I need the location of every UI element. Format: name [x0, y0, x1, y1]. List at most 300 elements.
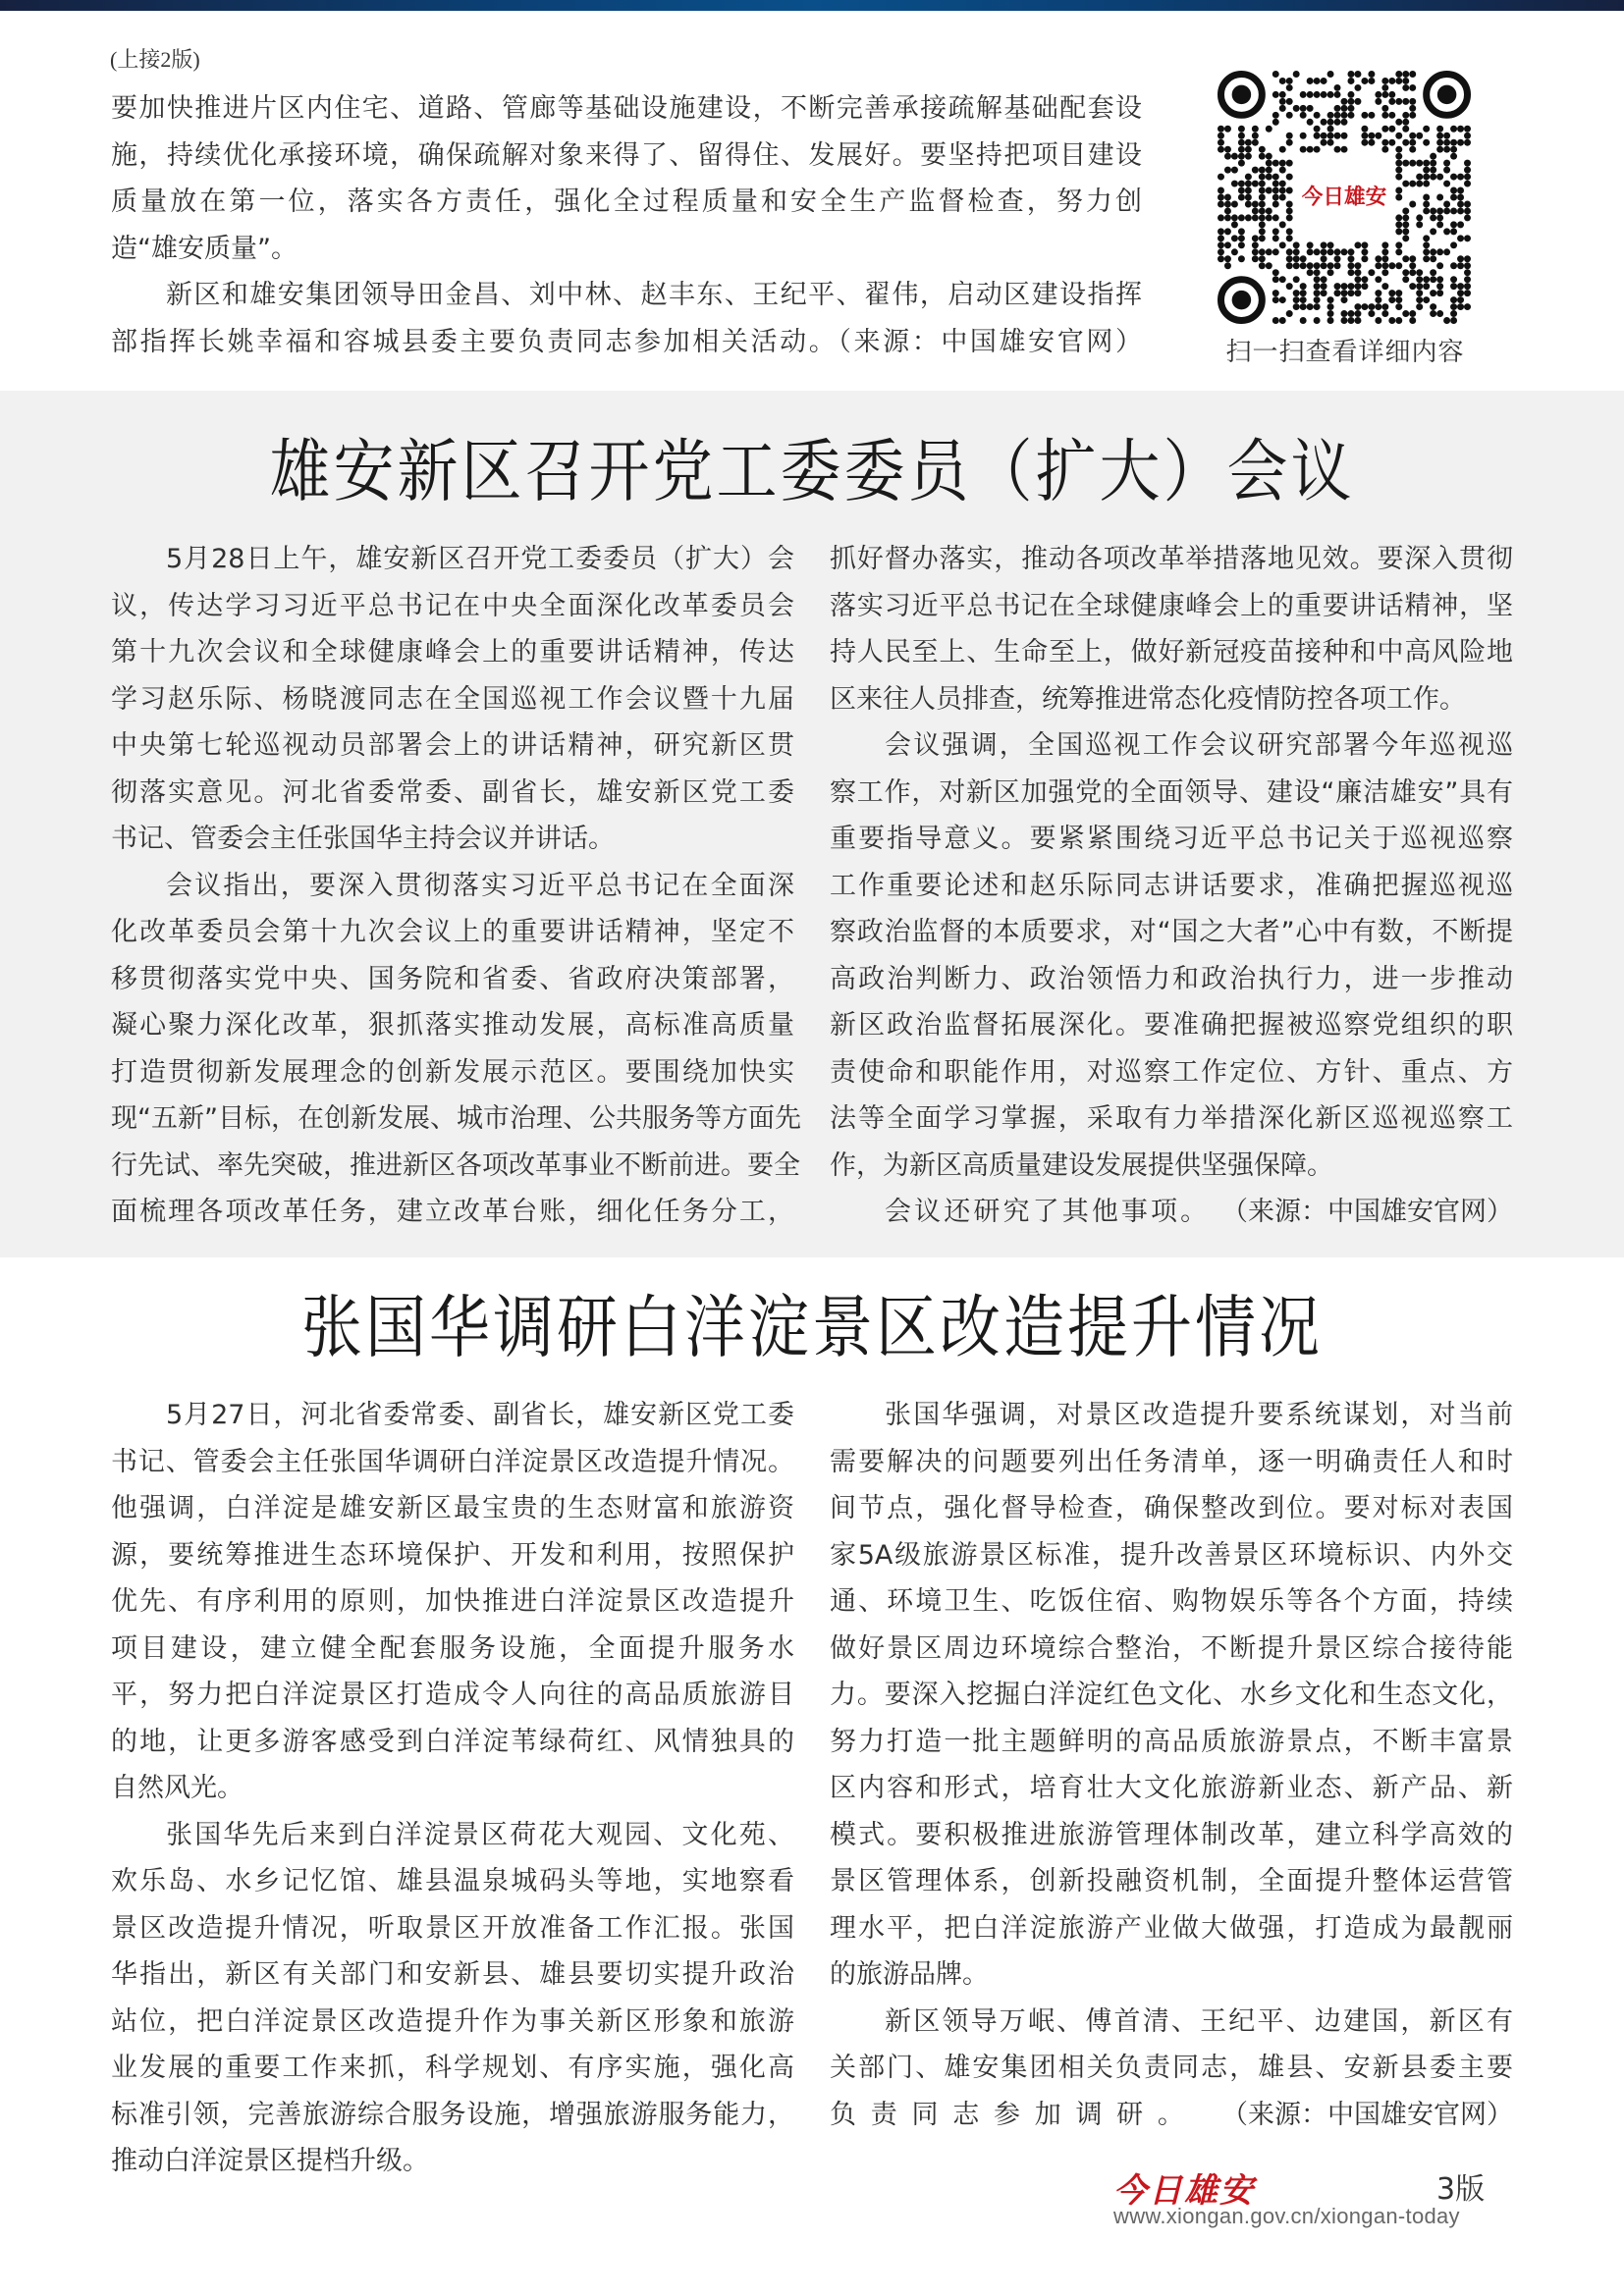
qr-module: [1341, 310, 1348, 317]
qr-module: [1347, 283, 1354, 290]
qr-module: [1307, 105, 1314, 112]
article-2-closing-line: [830, 1189, 1513, 1236]
qr-module: [1224, 200, 1231, 207]
qr-module: [1279, 276, 1286, 283]
qr-module: [1272, 269, 1279, 276]
qr-module: [1272, 187, 1279, 194]
article-1-line: 造“雄安质量”。: [111, 233, 298, 264]
qr-module: [1252, 248, 1259, 255]
qr-module: [1457, 174, 1464, 181]
qr-module: [1450, 221, 1457, 228]
qr-module: [1314, 112, 1321, 119]
article-2-right-column: [830, 536, 1513, 1236]
qr-module: [1314, 78, 1321, 84]
qr-module: [1354, 98, 1361, 105]
qr-module: [1327, 112, 1334, 119]
article-3-line: 理水平，把白洋淀旅游产业做大做强，打造成为最靓丽: [830, 1912, 1513, 1944]
article-3-line: 自然风光。: [111, 1773, 244, 1803]
qr-module: [1218, 235, 1224, 241]
qr-module: [1231, 221, 1238, 228]
qr-module: [1238, 228, 1245, 235]
qr-module: [1259, 248, 1266, 255]
qr-module: [1252, 241, 1259, 248]
qr-module: [1238, 139, 1245, 146]
article-3-line: 推动白洋淀景区提档升级。: [111, 2146, 429, 2176]
qr-module: [1245, 153, 1252, 160]
article-3-line: 通、环境卫生、吃饭住宿、购物娱乐等各个方面，持续: [830, 1586, 1513, 1617]
qr-module: [1245, 139, 1252, 146]
qr-module: [1388, 290, 1395, 296]
qr-module: [1381, 303, 1388, 310]
qr-module: [1259, 146, 1266, 153]
qr-module: [1314, 276, 1321, 283]
qr-module: [1279, 160, 1286, 167]
qr-module: [1321, 133, 1327, 139]
qr-module: [1395, 214, 1402, 221]
qr-module: [1416, 160, 1423, 167]
qr-module: [1252, 126, 1259, 133]
article-3-line: 景区改造提升情况，听取景区开放准备工作汇报。张国: [111, 1912, 794, 1944]
qr-module: [1334, 255, 1341, 262]
qr-module: [1279, 146, 1286, 153]
qr-module: [1279, 98, 1286, 105]
qr-module: [1368, 139, 1375, 146]
qr-module: [1450, 207, 1457, 214]
qr-module: [1450, 262, 1457, 269]
qr-module: [1457, 221, 1464, 228]
qr-module: [1402, 207, 1409, 214]
article-2-line: 责使命和职能作用，对巡察工作定位、方针、重点、方: [830, 1056, 1513, 1088]
qr-module: [1450, 296, 1457, 303]
qr-module: [1238, 133, 1245, 139]
qr-module: [1279, 187, 1286, 194]
qr-module: [1416, 214, 1423, 221]
qr-module: [1300, 255, 1307, 262]
qr-module: [1450, 241, 1457, 248]
qr-module: [1395, 146, 1402, 153]
qr-module: [1327, 126, 1334, 133]
qr-module: [1464, 160, 1471, 167]
article-3-line: 项目建设，建立健全配套服务设施，全面提升服务水: [111, 1632, 794, 1664]
qr-module: [1402, 126, 1409, 133]
qr-module: [1266, 262, 1272, 269]
qr-module: [1245, 194, 1252, 201]
qr-module: [1252, 207, 1259, 214]
article-3-line: 优先、有序利用的原则，加快推进白洋淀景区改造提升: [111, 1586, 794, 1617]
qr-module: [1300, 112, 1307, 119]
qr-module: [1443, 200, 1450, 207]
qr-module: [1347, 78, 1354, 84]
qr-module: [1286, 139, 1293, 146]
article-1-line: 要加快推进片区内住宅、道路、管廊等基础设施建设，不断完善承接疏解基础配套设: [111, 93, 1142, 124]
qr-module: [1314, 283, 1321, 290]
qr-module: [1423, 139, 1430, 146]
qr-module: [1450, 174, 1457, 181]
qr-module: [1307, 119, 1314, 126]
qr-module: [1272, 194, 1279, 201]
qr-module: [1436, 221, 1443, 228]
qr-module: [1423, 200, 1430, 207]
qr-module: [1402, 84, 1409, 91]
qr-module: [1388, 317, 1395, 324]
qr-module: [1238, 187, 1245, 194]
qr-module: [1279, 167, 1286, 174]
qr-module: [1457, 262, 1464, 269]
qr-module: [1347, 317, 1354, 324]
qr-module: [1416, 290, 1423, 296]
qr-module: [1238, 214, 1245, 221]
qr-module: [1375, 255, 1381, 262]
qr-module: [1327, 310, 1334, 317]
article-3-closing-line: [830, 2092, 1513, 2139]
qr-module: [1381, 269, 1388, 276]
qr-module: [1321, 276, 1327, 283]
qr-module: [1395, 187, 1402, 194]
qr-module: [1409, 84, 1416, 91]
qr-module: [1314, 262, 1321, 269]
qr-module: [1402, 71, 1409, 78]
qr-module: [1381, 78, 1388, 84]
qr-module: [1430, 276, 1436, 283]
qr-module: [1388, 112, 1395, 119]
qr-module: [1327, 241, 1334, 248]
qr-module: [1266, 174, 1272, 181]
qr-module: [1368, 303, 1375, 310]
qr-module: [1300, 146, 1307, 153]
article-3-line: 力。要深入挖掘白洋淀红色文化、水乡文化和生态文化，: [830, 1680, 1513, 1710]
article-2-line: 面梳理各项改革任务，建立改革台账，细化任务分工，: [111, 1197, 794, 1227]
qr-module: [1307, 248, 1314, 255]
qr-module: [1375, 276, 1381, 283]
qr-module: [1402, 112, 1409, 119]
qr-module: [1286, 207, 1293, 214]
qr-module: [1450, 228, 1457, 235]
article-2-line: 工作重要论述和赵乐际同志讲话要求，准确把握巡视巡: [830, 870, 1513, 901]
qr-module: [1279, 317, 1286, 324]
qr-module: [1266, 153, 1272, 160]
continuation-note: (上接2版): [110, 47, 200, 72]
qr-module: [1293, 255, 1300, 262]
qr-module: [1307, 303, 1314, 310]
qr-module: [1286, 78, 1293, 84]
qr-module: [1245, 214, 1252, 221]
qr-module: [1430, 207, 1436, 214]
qr-module: [1464, 276, 1471, 283]
qr-module: [1286, 214, 1293, 221]
qr-module: [1341, 112, 1348, 119]
qr-module: [1375, 303, 1381, 310]
qr-module: [1293, 290, 1300, 296]
article-3-line: 间节点，强化督导检查，确保整改到位。要对标对表国: [830, 1493, 1513, 1523]
article-2-line: 持人民至上、生命至上，做好新冠疫苗接种和中高风险地: [830, 637, 1513, 667]
qr-module: [1395, 228, 1402, 235]
qr-module: [1395, 296, 1402, 303]
qr-module: [1381, 91, 1388, 98]
qr-module: [1218, 133, 1224, 139]
qr-module: [1266, 160, 1272, 167]
qr-module: [1327, 248, 1334, 255]
qr-code-block: [1218, 71, 1473, 368]
article-3-left-column: [111, 1392, 794, 2185]
qr-module: [1259, 255, 1266, 262]
qr-module: [1245, 146, 1252, 153]
article-2-line: 区来往人员排查，统筹推进常态化疫情防控各项工作。: [830, 683, 1466, 715]
qr-module: [1259, 228, 1266, 235]
qr-module: [1224, 207, 1231, 214]
qr-module: [1375, 91, 1381, 98]
qr-module: [1300, 262, 1307, 269]
qr-module: [1286, 255, 1293, 262]
qr-module: [1409, 160, 1416, 167]
qr-module: [1286, 98, 1293, 105]
qr-module: [1327, 133, 1334, 139]
qr-module: [1300, 317, 1307, 324]
qr-module: [1259, 262, 1266, 269]
qr-module: [1314, 290, 1321, 296]
qr-module: [1423, 126, 1430, 133]
article-1-body: [111, 85, 1142, 365]
qr-module: [1450, 194, 1457, 201]
qr-module: [1321, 255, 1327, 262]
qr-module: [1245, 181, 1252, 187]
article-2-line: 打造贯彻新发展理念的创新发展示范区。要围绕加快实: [111, 1056, 794, 1088]
qr-module: [1368, 269, 1375, 276]
qr-module: [1218, 241, 1224, 248]
qr-module: [1381, 262, 1388, 269]
qr-module: [1286, 187, 1293, 194]
article-1-line: 新区和雄安集团领导田金昌、刘中林、赵丰东、王纪平、翟伟，启动区建设指挥: [166, 280, 1142, 310]
qr-module: [1381, 255, 1388, 262]
qr-module: [1272, 235, 1279, 241]
article-2-line: 作，为新区高质量建设发展提供坚强保障。: [830, 1149, 1333, 1181]
qr-module: [1395, 174, 1402, 181]
qr-module: [1388, 139, 1395, 146]
article-2-line: 移贯彻落实党中央、国务院和省委、省政府决策部署，: [111, 963, 794, 994]
qr-module: [1395, 160, 1402, 167]
qr-module: [1375, 290, 1381, 296]
qr-module: [1218, 228, 1224, 235]
qr-module: [1293, 71, 1300, 78]
qr-module: [1368, 71, 1375, 78]
qr-module: [1361, 133, 1368, 139]
qr-module: [1238, 153, 1245, 160]
qr-module: [1307, 269, 1314, 276]
qr-module: [1402, 78, 1409, 84]
qr-module: [1423, 207, 1430, 214]
qr-module: [1334, 283, 1341, 290]
article-2-source: （来源：中国雄安官网）: [1221, 1197, 1513, 1227]
qr-module: [1381, 112, 1388, 119]
qr-module: [1464, 200, 1471, 207]
qr-module: [1361, 112, 1368, 119]
qr-module: [1252, 181, 1259, 187]
qr-module: [1436, 194, 1443, 201]
qr-module: [1423, 296, 1430, 303]
article-3-line: 景区管理体系，创新投融资机制，全面提升整体运营管: [830, 1866, 1513, 1896]
qr-module: [1293, 248, 1300, 255]
qr-module: [1341, 317, 1348, 324]
qr-module: [1245, 200, 1252, 207]
qr-module: [1327, 269, 1334, 276]
qr-module: [1354, 71, 1361, 78]
top-banner-bar: [0, 0, 1624, 11]
qr-code-icon[interactable]: [1218, 71, 1471, 324]
qr-module: [1381, 146, 1388, 153]
qr-module: [1321, 262, 1327, 269]
article-3-line: 努力打造一批主题鲜明的高品质旅游景点，不断丰富景: [830, 1726, 1513, 1757]
qr-module: [1321, 290, 1327, 296]
qr-module: [1307, 91, 1314, 98]
qr-module: [1395, 78, 1402, 84]
qr-module: [1416, 283, 1423, 290]
qr-module: [1388, 126, 1395, 133]
qr-module: [1416, 276, 1423, 283]
qr-module: [1272, 160, 1279, 167]
qr-module: [1327, 262, 1334, 269]
qr-module: [1314, 91, 1321, 98]
qr-module: [1334, 91, 1341, 98]
qr-module: [1450, 187, 1457, 194]
qr-module: [1464, 214, 1471, 221]
qr-module: [1354, 283, 1361, 290]
qr-module: [1314, 269, 1321, 276]
article-2-line: 第十九次会议和全球健康峰会上的重要讲话精神，传达: [111, 637, 794, 667]
qr-module: [1259, 153, 1266, 160]
qr-module: [1238, 126, 1245, 133]
qr-module: [1361, 241, 1368, 248]
qr-module: [1307, 146, 1314, 153]
qr-module: [1252, 235, 1259, 241]
article-1-line: 部指挥长姚幸福和容城县委主要负责同志参加相关活动。（来源：中国雄安官网）: [111, 326, 1142, 357]
qr-module: [1443, 167, 1450, 174]
qr-module: [1293, 241, 1300, 248]
qr-module: [1354, 269, 1361, 276]
qr-module: [1354, 84, 1361, 91]
qr-module: [1272, 174, 1279, 181]
qr-module: [1443, 228, 1450, 235]
qr-module: [1327, 71, 1334, 78]
article-3-line: 模式。要积极推进旅游管理体制改革，建立科学高效的: [830, 1819, 1513, 1850]
qr-module: [1341, 290, 1348, 296]
qr-module: [1307, 262, 1314, 269]
qr-module: [1423, 248, 1430, 255]
qr-module: [1388, 91, 1395, 98]
qr-module: [1395, 303, 1402, 310]
qr-module: [1231, 235, 1238, 241]
qr-module: [1286, 228, 1293, 235]
article-2-left-column: [111, 536, 801, 1236]
article-2-line: 重要指导意义。要紧紧围绕习近平总书记关于巡视巡察: [830, 824, 1513, 854]
qr-module: [1381, 105, 1388, 112]
article-3-line: 欢乐岛、水乡记忆馆、雄县温泉城码头等地，实地察看: [111, 1866, 794, 1896]
qr-module: [1409, 310, 1416, 317]
qr-module: [1402, 160, 1409, 167]
qr-module: [1464, 174, 1471, 181]
qr-module: [1381, 139, 1388, 146]
qr-module: [1409, 269, 1416, 276]
qr-module: [1224, 153, 1231, 160]
qr-module: [1314, 303, 1321, 310]
qr-module: [1361, 283, 1368, 290]
qr-module: [1238, 255, 1245, 262]
article-3-line: 做好景区周边环境综合整治，不断提升景区综合接待能: [830, 1632, 1513, 1664]
qr-module: [1457, 255, 1464, 262]
qr-module: [1450, 139, 1457, 146]
qr-module: [1416, 269, 1423, 276]
qr-module: [1395, 71, 1402, 78]
qr-module: [1266, 167, 1272, 174]
qr-module: [1321, 283, 1327, 290]
qr-module: [1416, 133, 1423, 139]
article-3-line: 的地，让更多游客感受到白洋淀苇绿荷红、风情独具的: [111, 1726, 794, 1757]
qr-module: [1443, 248, 1450, 255]
qr-module: [1430, 167, 1436, 174]
qr-module: [1321, 91, 1327, 98]
qr-module: [1395, 248, 1402, 255]
qr-logo-text: 今日雄安: [1301, 185, 1387, 210]
qr-module: [1409, 262, 1416, 269]
qr-module: [1252, 200, 1259, 207]
qr-module: [1436, 207, 1443, 214]
article-2-line: 学习赵乐际、杨晓渡同志在全国巡视工作会议暨十九届: [111, 683, 794, 715]
qr-module: [1395, 119, 1402, 126]
article-3-line: 源，要统筹推进生态环境保护、开发和利用，按照保护: [111, 1539, 794, 1571]
qr-module: [1464, 133, 1471, 139]
qr-module: [1464, 290, 1471, 296]
qr-module: [1457, 290, 1464, 296]
article-2-line: 凝心聚力深化改革，狠抓落实推动发展，高标准高质量: [111, 1010, 794, 1041]
qr-caption: 扫一扫查看详细内容: [1225, 338, 1465, 367]
qr-module: [1272, 181, 1279, 187]
qr-module: [1334, 133, 1341, 139]
qr-module: [1381, 283, 1388, 290]
qr-module: [1354, 262, 1361, 269]
qr-module: [1347, 255, 1354, 262]
qr-module: [1381, 126, 1388, 133]
qr-module: [1402, 119, 1409, 126]
article-2-line: 高政治判断力、政治领悟力和政治执行力，进一步推动: [830, 963, 1513, 994]
qr-module: [1341, 133, 1348, 139]
qr-module: [1321, 248, 1327, 255]
qr-module: [1375, 133, 1381, 139]
qr-module: [1307, 241, 1314, 248]
qr-module: [1443, 146, 1450, 153]
qr-module: [1361, 255, 1368, 262]
qr-module: [1457, 126, 1464, 133]
qr-module: [1218, 248, 1224, 255]
qr-module: [1279, 181, 1286, 187]
qr-module: [1218, 194, 1224, 201]
qr-module: [1218, 255, 1224, 262]
qr-module: [1388, 78, 1395, 84]
qr-module: [1341, 98, 1348, 105]
qr-module: [1423, 160, 1430, 167]
qr-module: [1443, 317, 1450, 324]
footer-url-link[interactable]: www.xiongan.gov.cn/xiongan-today: [1113, 2204, 1460, 2228]
qr-module: [1238, 194, 1245, 201]
qr-module: [1334, 119, 1341, 126]
qr-module: [1272, 228, 1279, 235]
qr-module: [1341, 296, 1348, 303]
qr-module: [1464, 303, 1471, 310]
qr-module: [1423, 255, 1430, 262]
qr-module: [1266, 126, 1272, 133]
qr-module: [1368, 112, 1375, 119]
qr-module: [1272, 290, 1279, 296]
qr-module: [1266, 207, 1272, 214]
qr-module: [1388, 98, 1395, 105]
article-3-line: 华指出，新区有关部门和安新县、雄县要切实提升政治: [111, 1959, 794, 1990]
